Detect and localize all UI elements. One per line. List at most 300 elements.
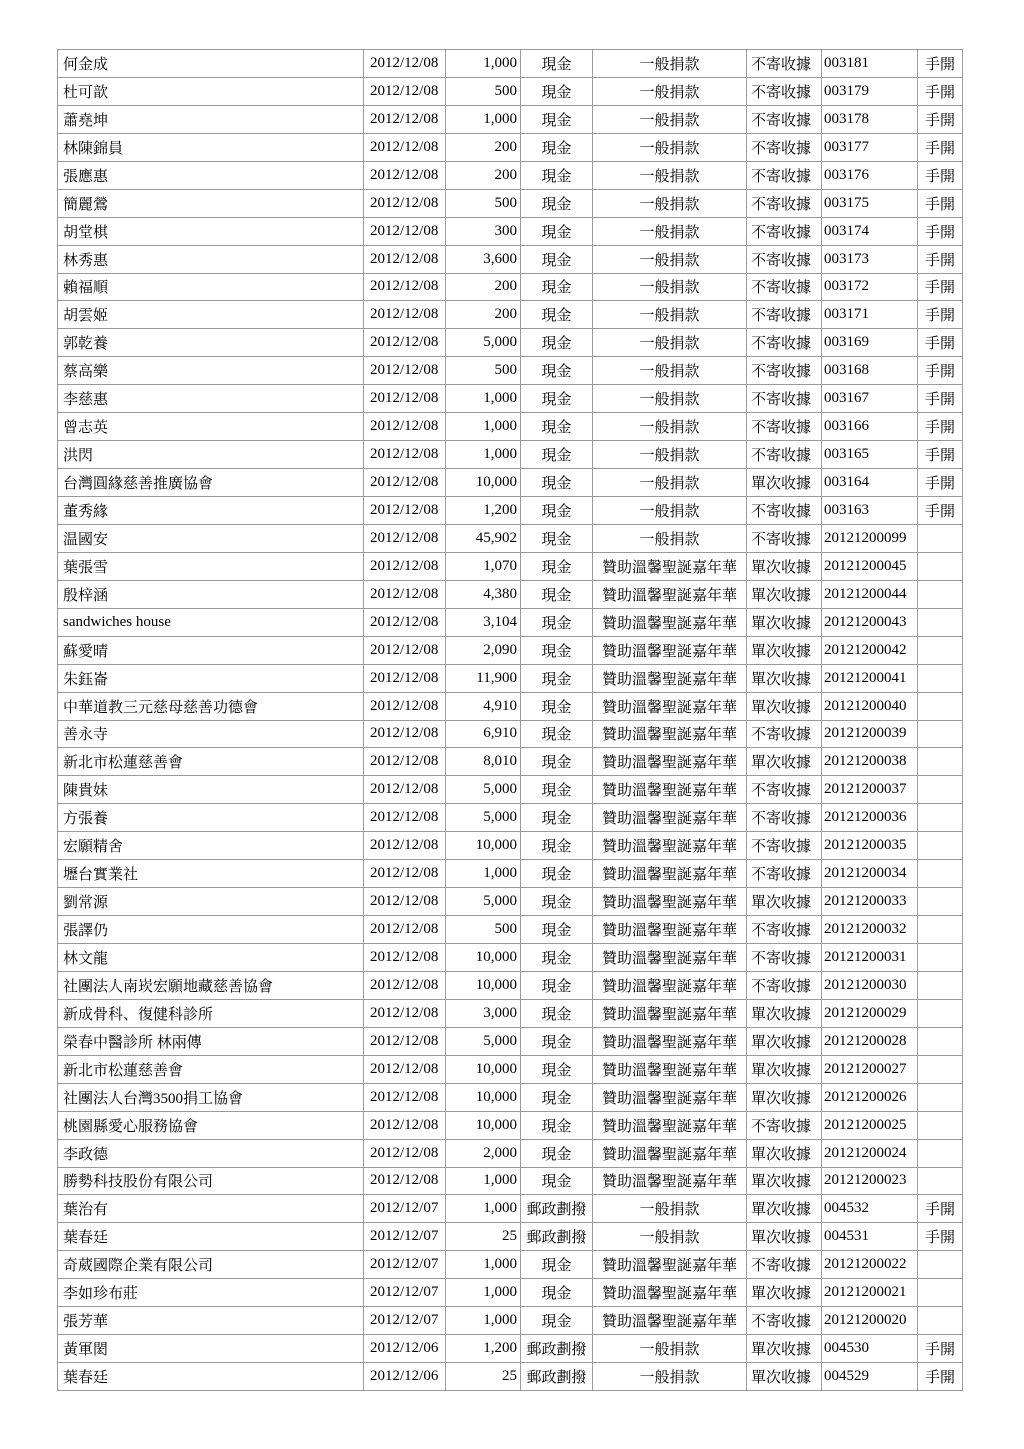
date-cell: 2012/12/08 [364, 748, 446, 776]
table-row [58, 301, 963, 329]
donation-table [57, 49, 963, 1391]
donor-name-cell: 善永寺 [58, 720, 364, 748]
receipt-number-cell: 20121200045 [822, 552, 918, 580]
receipt-number-cell: 003165 [822, 441, 918, 469]
table-row [58, 1167, 963, 1195]
table-row [58, 329, 963, 357]
receipt-type-cell: 單次收據 [747, 1167, 822, 1195]
receipt-type-cell: 單次收據 [747, 608, 822, 636]
amount-cell: 4,380 [446, 580, 521, 608]
payment-method-cell: 現金 [521, 497, 593, 525]
receipt-mode-cell: 手開 [918, 301, 963, 329]
receipt-mode-cell [918, 1055, 963, 1083]
receipt-mode-cell [918, 664, 963, 692]
table-row [58, 245, 963, 273]
receipt-mode-cell [918, 524, 963, 552]
date-cell: 2012/12/08 [364, 720, 446, 748]
amount-cell: 45,902 [446, 524, 521, 552]
receipt-mode-cell [918, 1307, 963, 1335]
receipt-mode-cell [918, 971, 963, 999]
receipt-number-cell: 20121200032 [822, 916, 918, 944]
receipt-number-cell: 20121200020 [822, 1307, 918, 1335]
date-cell: 2012/12/08 [364, 77, 446, 105]
payment-method-cell: 現金 [521, 1083, 593, 1111]
table-row [58, 580, 963, 608]
receipt-mode-cell [918, 832, 963, 860]
receipt-type-cell: 不寄收據 [747, 497, 822, 525]
receipt-mode-cell: 手開 [918, 385, 963, 413]
payment-method-cell: 現金 [521, 1111, 593, 1139]
table-row [58, 1335, 963, 1363]
payment-method-cell: 現金 [521, 860, 593, 888]
receipt-number-cell: 003171 [822, 301, 918, 329]
amount-cell: 200 [446, 133, 521, 161]
date-cell: 2012/12/08 [364, 497, 446, 525]
payment-method-cell: 郵政劃撥 [521, 1363, 593, 1391]
receipt-type-cell: 不寄收據 [747, 385, 822, 413]
amount-cell: 1,070 [446, 552, 521, 580]
amount-cell: 1,000 [446, 385, 521, 413]
receipt-mode-cell: 手開 [918, 497, 963, 525]
donation-purpose-cell: 贊助溫馨聖誕嘉年華 [593, 916, 747, 944]
receipt-number-cell: 20121200021 [822, 1279, 918, 1307]
payment-method-cell: 現金 [521, 161, 593, 189]
date-cell: 2012/12/08 [364, 1111, 446, 1139]
amount-cell: 200 [446, 301, 521, 329]
donation-purpose-cell: 一般捐款 [593, 161, 747, 189]
receipt-type-cell: 不寄收據 [747, 189, 822, 217]
receipt-number-cell: 003163 [822, 497, 918, 525]
date-cell: 2012/12/08 [364, 524, 446, 552]
date-cell: 2012/12/08 [364, 189, 446, 217]
receipt-number-cell: 20121200027 [822, 1055, 918, 1083]
donor-name-cell: 奇葳國際企業有限公司 [58, 1251, 364, 1279]
payment-method-cell: 現金 [521, 608, 593, 636]
table-row [58, 1083, 963, 1111]
amount-cell: 500 [446, 189, 521, 217]
payment-method-cell: 現金 [521, 804, 593, 832]
amount-cell: 10,000 [446, 1055, 521, 1083]
amount-cell: 1,200 [446, 1335, 521, 1363]
donation-purpose-cell: 一般捐款 [593, 524, 747, 552]
amount-cell: 25 [446, 1223, 521, 1251]
date-cell: 2012/12/08 [364, 273, 446, 301]
donation-purpose-cell: 一般捐款 [593, 1363, 747, 1391]
date-cell: 2012/12/07 [364, 1251, 446, 1279]
donor-name-cell: 宏願精舍 [58, 832, 364, 860]
amount-cell: 1,000 [446, 413, 521, 441]
donor-name-cell: 方張養 [58, 804, 364, 832]
receipt-mode-cell [918, 1111, 963, 1139]
receipt-mode-cell: 手開 [918, 105, 963, 133]
donor-name-cell: 壢台實業社 [58, 860, 364, 888]
donation-purpose-cell: 贊助溫馨聖誕嘉年華 [593, 720, 747, 748]
receipt-mode-cell: 手開 [918, 469, 963, 497]
receipt-mode-cell [918, 804, 963, 832]
receipt-number-cell: 20121200022 [822, 1251, 918, 1279]
date-cell: 2012/12/08 [364, 552, 446, 580]
receipt-number-cell: 20121200033 [822, 888, 918, 916]
date-cell: 2012/12/08 [364, 608, 446, 636]
amount-cell: 5,000 [446, 1027, 521, 1055]
donation-purpose-cell: 贊助溫馨聖誕嘉年華 [593, 776, 747, 804]
receipt-number-cell: 003173 [822, 245, 918, 273]
amount-cell: 1,000 [446, 1307, 521, 1335]
date-cell: 2012/12/07 [364, 1223, 446, 1251]
amount-cell: 500 [446, 357, 521, 385]
donation-purpose-cell: 一般捐款 [593, 77, 747, 105]
payment-method-cell: 現金 [521, 1027, 593, 1055]
receipt-mode-cell [918, 999, 963, 1027]
payment-method-cell: 現金 [521, 692, 593, 720]
donor-name-cell: 葉治有 [58, 1195, 364, 1223]
receipt-type-cell: 不寄收據 [747, 245, 822, 273]
donation-purpose-cell: 一般捐款 [593, 133, 747, 161]
donation-purpose-cell: 一般捐款 [593, 1195, 747, 1223]
receipt-mode-cell: 手開 [918, 1335, 963, 1363]
table-row [58, 944, 963, 972]
receipt-mode-cell [918, 888, 963, 916]
payment-method-cell: 郵政劃撥 [521, 1335, 593, 1363]
amount-cell: 1,000 [446, 441, 521, 469]
payment-method-cell: 現金 [521, 413, 593, 441]
table-row [58, 357, 963, 385]
donation-purpose-cell: 贊助溫馨聖誕嘉年華 [593, 1251, 747, 1279]
amount-cell: 5,000 [446, 329, 521, 357]
donation-purpose-cell: 贊助溫馨聖誕嘉年華 [593, 804, 747, 832]
date-cell: 2012/12/08 [364, 357, 446, 385]
date-cell: 2012/12/08 [364, 133, 446, 161]
table-row [58, 524, 963, 552]
donation-purpose-cell: 贊助溫馨聖誕嘉年華 [593, 1027, 747, 1055]
donor-name-cell: 新北市松蓮慈善會 [58, 748, 364, 776]
donor-name-cell: 朱鈺崙 [58, 664, 364, 692]
date-cell: 2012/12/08 [364, 916, 446, 944]
receipt-type-cell: 不寄收據 [747, 301, 822, 329]
amount-cell: 8,010 [446, 748, 521, 776]
payment-method-cell: 現金 [521, 301, 593, 329]
donation-purpose-cell: 贊助溫馨聖誕嘉年華 [593, 1083, 747, 1111]
donor-name-cell: 劉常源 [58, 888, 364, 916]
amount-cell: 10,000 [446, 944, 521, 972]
donor-name-cell: 張譯仍 [58, 916, 364, 944]
table-row [58, 832, 963, 860]
receipt-number-cell: 20121200023 [822, 1167, 918, 1195]
receipt-type-cell: 不寄收據 [747, 133, 822, 161]
donor-name-cell: 葉春廷 [58, 1363, 364, 1391]
receipt-number-cell: 20121200026 [822, 1083, 918, 1111]
receipt-type-cell: 不寄收據 [747, 50, 822, 78]
payment-method-cell: 郵政劃撥 [521, 1195, 593, 1223]
receipt-type-cell: 不寄收據 [747, 860, 822, 888]
donor-name-cell: 蔡高樂 [58, 357, 364, 385]
receipt-mode-cell: 手開 [918, 357, 963, 385]
receipt-number-cell: 004529 [822, 1363, 918, 1391]
table-row [58, 1139, 963, 1167]
table-row [58, 385, 963, 413]
date-cell: 2012/12/08 [364, 888, 446, 916]
amount-cell: 6,910 [446, 720, 521, 748]
receipt-type-cell: 單次收據 [747, 636, 822, 664]
receipt-mode-cell [918, 692, 963, 720]
donor-name-cell: 李慈惠 [58, 385, 364, 413]
receipt-type-cell: 不寄收據 [747, 1111, 822, 1139]
date-cell: 2012/12/08 [364, 971, 446, 999]
receipt-mode-cell [918, 1139, 963, 1167]
donation-purpose-cell: 一般捐款 [593, 1223, 747, 1251]
donor-name-cell: 陳貴妹 [58, 776, 364, 804]
amount-cell: 5,000 [446, 804, 521, 832]
table-row [58, 1223, 963, 1251]
receipt-type-cell: 不寄收據 [747, 217, 822, 245]
amount-cell: 25 [446, 1363, 521, 1391]
receipt-type-cell: 單次收據 [747, 692, 822, 720]
receipt-type-cell: 單次收據 [747, 1027, 822, 1055]
donor-name-cell: 賴福順 [58, 273, 364, 301]
date-cell: 2012/12/08 [364, 105, 446, 133]
table-row [58, 608, 963, 636]
receipt-type-cell: 不寄收據 [747, 720, 822, 748]
receipt-type-cell: 單次收據 [747, 748, 822, 776]
receipt-number-cell: 20121200028 [822, 1027, 918, 1055]
payment-method-cell: 現金 [521, 329, 593, 357]
receipt-number-cell: 20121200037 [822, 776, 918, 804]
receipt-mode-cell: 手開 [918, 413, 963, 441]
table-row [58, 748, 963, 776]
table-row [58, 217, 963, 245]
donation-purpose-cell: 贊助溫馨聖誕嘉年華 [593, 1111, 747, 1139]
payment-method-cell: 現金 [521, 748, 593, 776]
table-row [58, 1251, 963, 1279]
date-cell: 2012/12/08 [364, 944, 446, 972]
receipt-mode-cell [918, 1083, 963, 1111]
date-cell: 2012/12/07 [364, 1279, 446, 1307]
donation-purpose-cell: 贊助溫馨聖誕嘉年華 [593, 1279, 747, 1307]
receipt-mode-cell [918, 776, 963, 804]
date-cell: 2012/12/08 [364, 1027, 446, 1055]
date-cell: 2012/12/08 [364, 776, 446, 804]
receipt-type-cell: 單次收據 [747, 1335, 822, 1363]
table-row [58, 413, 963, 441]
payment-method-cell: 現金 [521, 357, 593, 385]
donation-purpose-cell: 贊助溫馨聖誕嘉年華 [593, 664, 747, 692]
receipt-mode-cell [918, 916, 963, 944]
receipt-mode-cell [918, 552, 963, 580]
receipt-mode-cell [918, 748, 963, 776]
table-row [58, 497, 963, 525]
receipt-mode-cell [918, 636, 963, 664]
receipt-type-cell: 不寄收據 [747, 77, 822, 105]
receipt-mode-cell: 手開 [918, 161, 963, 189]
receipt-type-cell: 單次收據 [747, 664, 822, 692]
receipt-number-cell: 20121200040 [822, 692, 918, 720]
table-row [58, 552, 963, 580]
donor-name-cell: 林陳錦員 [58, 133, 364, 161]
receipt-mode-cell [918, 1251, 963, 1279]
amount-cell: 5,000 [446, 888, 521, 916]
table-row [58, 804, 963, 832]
receipt-type-cell: 不寄收據 [747, 161, 822, 189]
receipt-mode-cell [918, 720, 963, 748]
amount-cell: 1,000 [446, 1251, 521, 1279]
receipt-number-cell: 20121200038 [822, 748, 918, 776]
payment-method-cell: 現金 [521, 1307, 593, 1335]
receipt-number-cell: 003174 [822, 217, 918, 245]
table-row [58, 161, 963, 189]
donation-purpose-cell: 贊助溫馨聖誕嘉年華 [593, 971, 747, 999]
date-cell: 2012/12/08 [364, 245, 446, 273]
payment-method-cell: 現金 [521, 832, 593, 860]
payment-method-cell: 現金 [521, 77, 593, 105]
donor-name-cell: 李政德 [58, 1139, 364, 1167]
amount-cell: 4,910 [446, 692, 521, 720]
receipt-number-cell: 20121200024 [822, 1139, 918, 1167]
receipt-mode-cell: 手開 [918, 1363, 963, 1391]
receipt-mode-cell: 手開 [918, 1223, 963, 1251]
receipt-number-cell: 20121200036 [822, 804, 918, 832]
receipt-mode-cell [918, 1027, 963, 1055]
receipt-number-cell: 003169 [822, 329, 918, 357]
amount-cell: 500 [446, 77, 521, 105]
amount-cell: 10,000 [446, 971, 521, 999]
receipt-type-cell: 單次收據 [747, 1055, 822, 1083]
amount-cell: 3,000 [446, 999, 521, 1027]
receipt-type-cell: 單次收據 [747, 1195, 822, 1223]
receipt-type-cell: 不寄收據 [747, 105, 822, 133]
receipt-mode-cell: 手開 [918, 245, 963, 273]
receipt-number-cell: 20121200099 [822, 524, 918, 552]
donor-name-cell: 桃園縣愛心服務協會 [58, 1111, 364, 1139]
payment-method-cell: 現金 [521, 273, 593, 301]
table-row [58, 469, 963, 497]
receipt-type-cell: 單次收據 [747, 552, 822, 580]
receipt-number-cell: 003178 [822, 105, 918, 133]
receipt-number-cell: 003175 [822, 189, 918, 217]
payment-method-cell: 現金 [521, 636, 593, 664]
date-cell: 2012/12/08 [364, 385, 446, 413]
amount-cell: 1,000 [446, 860, 521, 888]
receipt-number-cell: 20121200025 [822, 1111, 918, 1139]
receipt-type-cell: 不寄收據 [747, 357, 822, 385]
date-cell: 2012/12/08 [364, 469, 446, 497]
table-row [58, 1279, 963, 1307]
receipt-type-cell: 不寄收據 [747, 971, 822, 999]
receipt-mode-cell: 手開 [918, 189, 963, 217]
donor-name-cell: 社團法人南崁宏願地藏慈善協會 [58, 971, 364, 999]
receipt-type-cell: 單次收據 [747, 1223, 822, 1251]
table-row [58, 720, 963, 748]
donor-name-cell: 殷梓涵 [58, 580, 364, 608]
donation-purpose-cell: 一般捐款 [593, 469, 747, 497]
donor-name-cell: 葉張雪 [58, 552, 364, 580]
date-cell: 2012/12/08 [364, 692, 446, 720]
donor-name-cell: 中華道教三元慈母慈善功德會 [58, 692, 364, 720]
donation-purpose-cell: 贊助溫馨聖誕嘉年華 [593, 888, 747, 916]
receipt-number-cell: 003177 [822, 133, 918, 161]
donor-name-cell: 何金成 [58, 50, 364, 78]
date-cell: 2012/12/08 [364, 301, 446, 329]
receipt-number-cell: 20121200039 [822, 720, 918, 748]
table-row [58, 189, 963, 217]
table-row [58, 971, 963, 999]
donation-purpose-cell: 一般捐款 [593, 1335, 747, 1363]
amount-cell: 500 [446, 916, 521, 944]
amount-cell: 10,000 [446, 1111, 521, 1139]
amount-cell: 300 [446, 217, 521, 245]
table-row [58, 999, 963, 1027]
donor-name-cell: 洪閃 [58, 441, 364, 469]
donation-purpose-cell: 贊助溫馨聖誕嘉年華 [593, 636, 747, 664]
amount-cell: 11,900 [446, 664, 521, 692]
receipt-number-cell: 003181 [822, 50, 918, 78]
table-row [58, 860, 963, 888]
payment-method-cell: 現金 [521, 1055, 593, 1083]
table-row [58, 916, 963, 944]
date-cell: 2012/12/08 [364, 860, 446, 888]
receipt-type-cell: 不寄收據 [747, 441, 822, 469]
amount-cell: 200 [446, 273, 521, 301]
date-cell: 2012/12/08 [364, 1055, 446, 1083]
date-cell: 2012/12/08 [364, 580, 446, 608]
donation-purpose-cell: 一般捐款 [593, 329, 747, 357]
donor-name-cell: 張芳華 [58, 1307, 364, 1335]
payment-method-cell: 現金 [521, 971, 593, 999]
donation-purpose-cell: 一般捐款 [593, 413, 747, 441]
receipt-mode-cell: 手開 [918, 50, 963, 78]
payment-method-cell: 現金 [521, 944, 593, 972]
donation-purpose-cell: 一般捐款 [593, 245, 747, 273]
donation-purpose-cell: 贊助溫馨聖誕嘉年華 [593, 748, 747, 776]
donation-purpose-cell: 贊助溫馨聖誕嘉年華 [593, 999, 747, 1027]
receipt-type-cell: 不寄收據 [747, 944, 822, 972]
date-cell: 2012/12/08 [364, 1167, 446, 1195]
payment-method-cell: 現金 [521, 1251, 593, 1279]
payment-method-cell: 現金 [521, 888, 593, 916]
payment-method-cell: 現金 [521, 245, 593, 273]
date-cell: 2012/12/08 [364, 832, 446, 860]
donor-name-cell: 簡麗鶯 [58, 189, 364, 217]
receipt-type-cell: 不寄收據 [747, 329, 822, 357]
donor-name-cell: 蕭堯坤 [58, 105, 364, 133]
table-row [58, 692, 963, 720]
receipt-type-cell: 不寄收據 [747, 524, 822, 552]
table-row [58, 1363, 963, 1391]
table-row [58, 1111, 963, 1139]
date-cell: 2012/12/08 [364, 804, 446, 832]
payment-method-cell: 現金 [521, 524, 593, 552]
amount-cell: 1,000 [446, 1279, 521, 1307]
receipt-mode-cell: 手開 [918, 441, 963, 469]
receipt-type-cell: 不寄收據 [747, 273, 822, 301]
date-cell: 2012/12/08 [364, 161, 446, 189]
payment-method-cell: 現金 [521, 916, 593, 944]
payment-method-cell: 現金 [521, 720, 593, 748]
receipt-number-cell: 20121200031 [822, 944, 918, 972]
date-cell: 2012/12/08 [364, 413, 446, 441]
donation-purpose-cell: 贊助溫馨聖誕嘉年華 [593, 580, 747, 608]
table-row [58, 1195, 963, 1223]
donation-purpose-cell: 一般捐款 [593, 441, 747, 469]
receipt-type-cell: 單次收據 [747, 580, 822, 608]
amount-cell: 10,000 [446, 469, 521, 497]
date-cell: 2012/12/08 [364, 664, 446, 692]
table-row [58, 1307, 963, 1335]
donor-name-cell: 榮春中醫診所 林兩傳 [58, 1027, 364, 1055]
receipt-mode-cell [918, 944, 963, 972]
receipt-mode-cell: 手開 [918, 217, 963, 245]
table-row [58, 441, 963, 469]
payment-method-cell: 現金 [521, 776, 593, 804]
